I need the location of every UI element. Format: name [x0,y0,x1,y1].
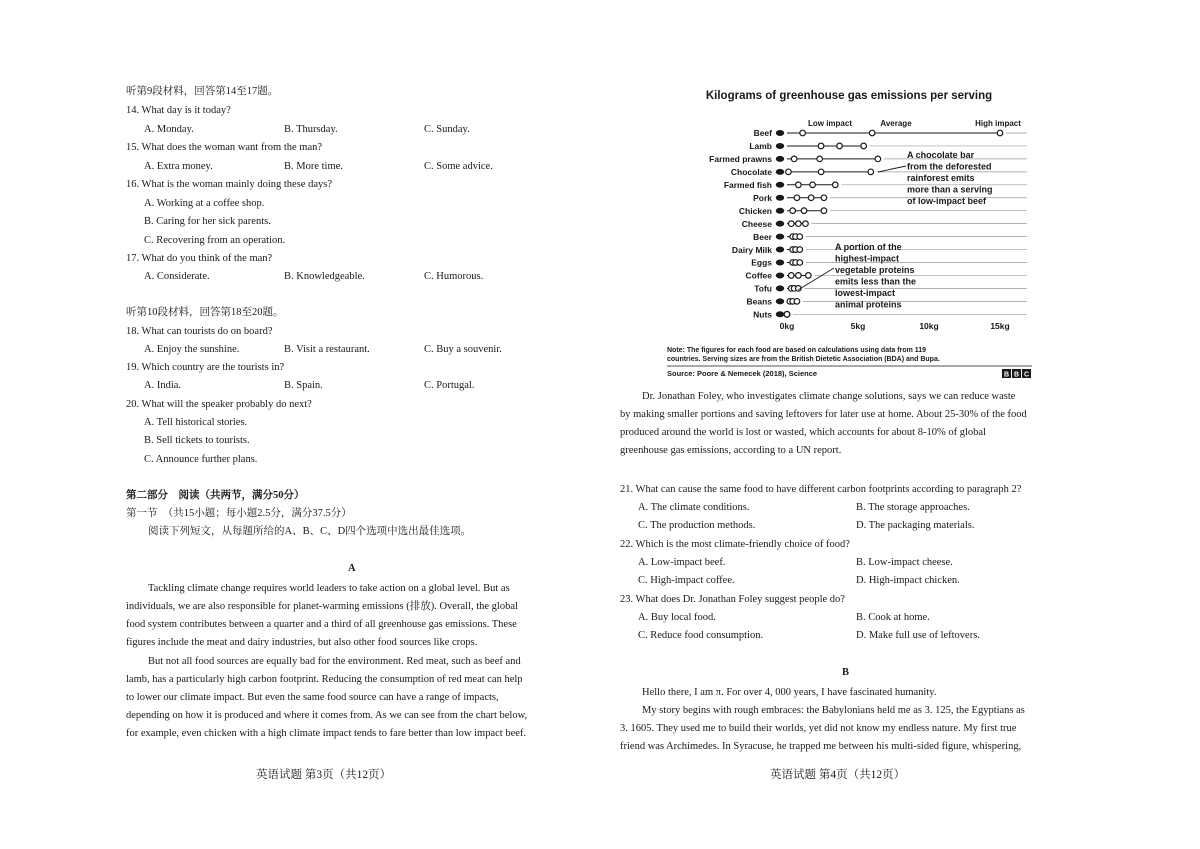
reading-instruction: 阅读下列短文，从每题所给的A、B、C、D四个选项中选出最佳选项。 [148,526,472,537]
para1-line: individuals, we are also responsible for planet-warming emissions (排放). Overall, the global [126,601,518,612]
avg-point [818,169,824,175]
q22-option-d[interactable]: D. High-impact chicken. [856,575,960,586]
q22-option-a[interactable]: A. Low-impact beef. [638,557,726,568]
q14-option-b[interactable]: B. Thursday. [284,124,338,135]
low-point [788,273,794,279]
beer-icon [776,234,784,240]
page-footer-left: 英语试题 第3页（共12页） [256,769,392,781]
para1-line: Tackling climate change requires world leaders to take action on a global level. But as [148,583,510,594]
pork-icon [776,195,784,201]
q20-option-b[interactable]: B. Sell tickets to tourists. [144,435,250,446]
annotation-arrow [878,166,906,172]
section1-title: 第一节 （共15小题；每小题2.5分，满分37.5分） [126,508,352,519]
question-17: 17. What do you think of the man? [126,253,273,264]
para3-line: by making smaller portions and saving leftovers for later use at home. About 25-30% of the food [620,409,1027,420]
food-label: Lamb [749,141,772,152]
q15-option-c[interactable]: C. Some advice. [424,161,493,172]
q22-option-b[interactable]: B. Low-impact cheese. [856,557,953,568]
q21-option-c[interactable]: C. The production methods. [638,520,756,531]
q19-option-a[interactable]: A. India. [144,380,182,391]
avg-point [810,182,816,188]
avg-point [869,130,875,136]
question-14: 14. What day is it today? [126,105,231,116]
para2-line: to lower our climate impact. But even the same food source can have a range of impacts, [126,692,499,703]
section10-header: 听第10段材料，回答第18至20题。 [126,307,284,318]
annotation-protein-line: vegetable proteins [835,265,915,275]
section9-header: 听第9段材料，回答第14至17题。 [126,86,279,97]
legend-label: Average [880,119,912,128]
food-label: Tofu [754,283,772,294]
passage-a-paragraph-2 [126,653,582,743]
high-point [832,182,838,188]
q17-option-b[interactable]: B. Knowledgeable. [284,271,365,282]
low-point [818,143,824,149]
food-label: Beans [746,296,772,307]
q21-option-a[interactable]: A. The climate conditions. [638,502,750,513]
lamb-icon [776,143,784,149]
annotation-chocolate-line: rainforest emits [907,173,975,183]
low-point [800,130,806,136]
q17-option-c[interactable]: C. Humorous. [424,271,484,282]
page-footer-right: 英语试题 第4页（共12页） [770,769,906,781]
x-tick-label: 10kg [919,321,939,331]
question-18: 18. What can tourists do on board? [126,326,273,337]
q16-option-c[interactable]: C. Recovering from an operation. [144,235,286,246]
q18-option-b[interactable]: B. Visit a restaurant. [284,344,370,355]
high-point [806,273,812,279]
q22-option-c[interactable]: C. High-impact coffee. [638,575,735,586]
para2-line: But not all food sources are equally bad for the environment. Red meat, such as beef and [148,656,521,667]
q18-option-a[interactable]: A. Enjoy the sunshine. [144,344,240,355]
para1-line: figures include the meat and dairy industries, but also other food sources like crops. [126,637,478,648]
low-point [796,182,802,188]
milk-icon [776,247,784,253]
chart-note-line: countries. Serving sizes are from the British Dietetic Association (BDA) and Bupa. [667,356,940,363]
q14-option-a[interactable]: A. Monday. [144,124,194,135]
high-point [997,130,1003,136]
low-point [786,169,792,175]
avg-point [796,221,802,227]
fish-icon [776,182,784,188]
para1-line: food system contributes between a quarter and a third of all greenhouse gas emissions. These [126,619,517,630]
question-15: 15. What does the woman want from the man? [126,142,323,153]
passage-b-label: B [842,667,850,678]
annotation-chocolate-line: A chocolate bar [907,150,975,160]
food-label: Beer [753,231,772,242]
emissions-chart [620,0,1076,379]
legend-label: High impact [975,119,1021,128]
high-point [797,260,803,266]
low-point [788,221,794,227]
paraB-line: 3. 1605. They used me to build their worlds, yet did not know my endless nature. My first true [620,723,1017,734]
cheese-icon [776,221,784,227]
passage-b-paragraph [620,684,1076,756]
high-point [821,195,827,201]
high-point [784,312,790,318]
question-21: 21. What can cause the same food to have different carbon footprints according to paragraph 2? [620,484,1022,495]
q18-option-c[interactable]: C. Buy a souvenir. [424,344,502,355]
coffee-icon [776,272,784,278]
chart-source: Source: Poore & Nemecek (2018), Science [667,369,818,378]
para3-line: greenhouse gas emissions, according to a UN report. [620,445,842,456]
x-tick-label: 0kg [779,321,795,331]
part2-title: 第二部分 阅读（共两节，满分50分） [126,490,305,501]
passage-a-paragraph-3 [620,388,1076,460]
food-label: Coffee [745,270,772,281]
high-point [797,234,803,240]
high-point [875,156,881,162]
food-label: Chocolate [730,167,772,178]
annotation-protein-line: A portion of the [835,242,902,252]
food-label: Pork [753,192,772,203]
beans-icon [776,298,784,304]
para3-line: Dr. Jonathan Foley, who investigates climate change solutions, says we can reduce waste [642,391,1016,402]
food-label: Eggs [751,257,772,268]
low-point [794,195,800,201]
annotation-protein-line: lowest-impact [835,288,896,298]
annotation-chocolate-line: more than a serving [907,184,993,195]
nuts-icon [776,311,784,317]
q19-option-b[interactable]: B. Spain. [284,380,323,391]
para2-line: for example, even chicken with a high climate impact tends to fare better than low impact beef. [126,728,527,739]
passage-a-label: A [348,563,356,574]
food-label: Chicken [738,205,772,216]
chart-title: Kilograms of greenhouse gas emissions per serving [705,90,993,102]
x-tick-label: 15kg [990,321,1010,331]
para3-line: produced around the world is lost or wasted, which accounts for about 8-10% of global [620,427,986,438]
annotation-chocolate-line: from the deforested [907,161,992,172]
legend-label: Low impact [807,119,853,128]
question-16: 16. What is the woman mainly doing these days? [126,179,332,190]
annotation-protein-line: emits less than the [835,276,917,287]
high-point [794,299,800,305]
bbc-logo-letter: B [1013,371,1020,379]
annotation-chocolate-line: of low-impact beef [907,196,987,206]
chart-note-line: Note: The figures for each food are based on calculations using data from 119 [667,347,927,354]
high-point [821,208,827,214]
paraB-line: friend was Archimedes. In Syracuse, he trapped me between his multi-sided figure, whispering, [620,741,1022,752]
q14-option-c[interactable]: C. Sunday. [424,124,470,135]
left-page [126,0,582,849]
avg-point [817,156,823,162]
chicken-icon [776,208,784,214]
annotation-protein-line: highest-impact [835,253,900,264]
q19-option-c[interactable]: C. Portugal. [424,380,475,391]
food-label: Cheese [741,218,772,229]
food-label: Beef [753,128,772,139]
q16-option-a[interactable]: A. Working at a coffee shop. [144,198,265,209]
question-22: 22. Which is the most climate-friendly choice of food? [620,539,850,550]
q20-option-a[interactable]: A. Tell historical stories. [144,417,248,428]
annotation-arrow [798,268,834,290]
high-point [861,143,867,149]
high-point [797,247,803,253]
question-20: 20. What will the speaker probably do next? [126,399,312,410]
passage-a-paragraph-1 [126,580,582,652]
avg-point [801,208,807,214]
steak-icon [776,130,784,136]
food-label: Farmed fish [723,180,772,190]
avg-point [837,143,843,149]
para2-line: lamb, has a particularly high carbon footprint. Reducing the consumption of red meat can help [126,674,523,685]
eggs-icon [776,260,784,266]
q21-option-d[interactable]: D. The packaging materials. [856,520,975,531]
food-label: Dairy Milk [731,244,772,255]
q23-option-a[interactable]: A. Buy local food. [638,612,716,623]
avg-point [796,273,802,279]
paraB-line: Hello there, I am π. For over 4, 000 years, I have fascinated humanity. [642,687,937,698]
q23-option-d[interactable]: D. Make full use of leftovers. [856,630,980,641]
q21-option-b[interactable]: B. The storage approaches. [856,502,970,513]
low-point [791,156,797,162]
x-tick-label: 5kg [850,321,866,331]
food-label: Farmed prawns [709,154,772,165]
paraB-line: My story begins with rough embraces: the Babylonians held me as 3. 125, the Egyptians as [642,705,1025,716]
high-point [868,169,874,175]
q17-option-a[interactable]: A. Considerate. [144,271,210,282]
question-19: 19. Which country are the tourists in? [126,362,285,373]
bbc-logo-letter: B [1003,371,1010,379]
avg-point [808,195,814,201]
high-point [803,221,809,227]
q20-option-c[interactable]: C. Announce further plans. [144,454,258,465]
prawn-icon [776,156,784,162]
chocolate-icon [776,169,784,175]
annotation-protein-line: animal proteins [835,299,902,310]
q23-option-b[interactable]: B. Cook at home. [856,612,930,623]
bbc-logo-letter: C [1023,371,1030,379]
q16-option-b[interactable]: B. Caring for her sick parents. [144,216,271,227]
q23-option-c[interactable]: C. Reduce food consumption. [638,630,764,641]
tofu-icon [776,285,784,291]
q15-option-b[interactable]: B. More time. [284,161,343,172]
question-23: 23. What does Dr. Jonathan Foley suggest people do? [620,594,845,605]
low-point [790,208,796,214]
food-label: Nuts [753,309,772,320]
para2-line: depending on how it is produced and where it comes from. As we can see from the chart below, [126,710,528,721]
q15-option-a[interactable]: A. Extra money. [144,161,213,172]
right-page [620,0,1076,849]
